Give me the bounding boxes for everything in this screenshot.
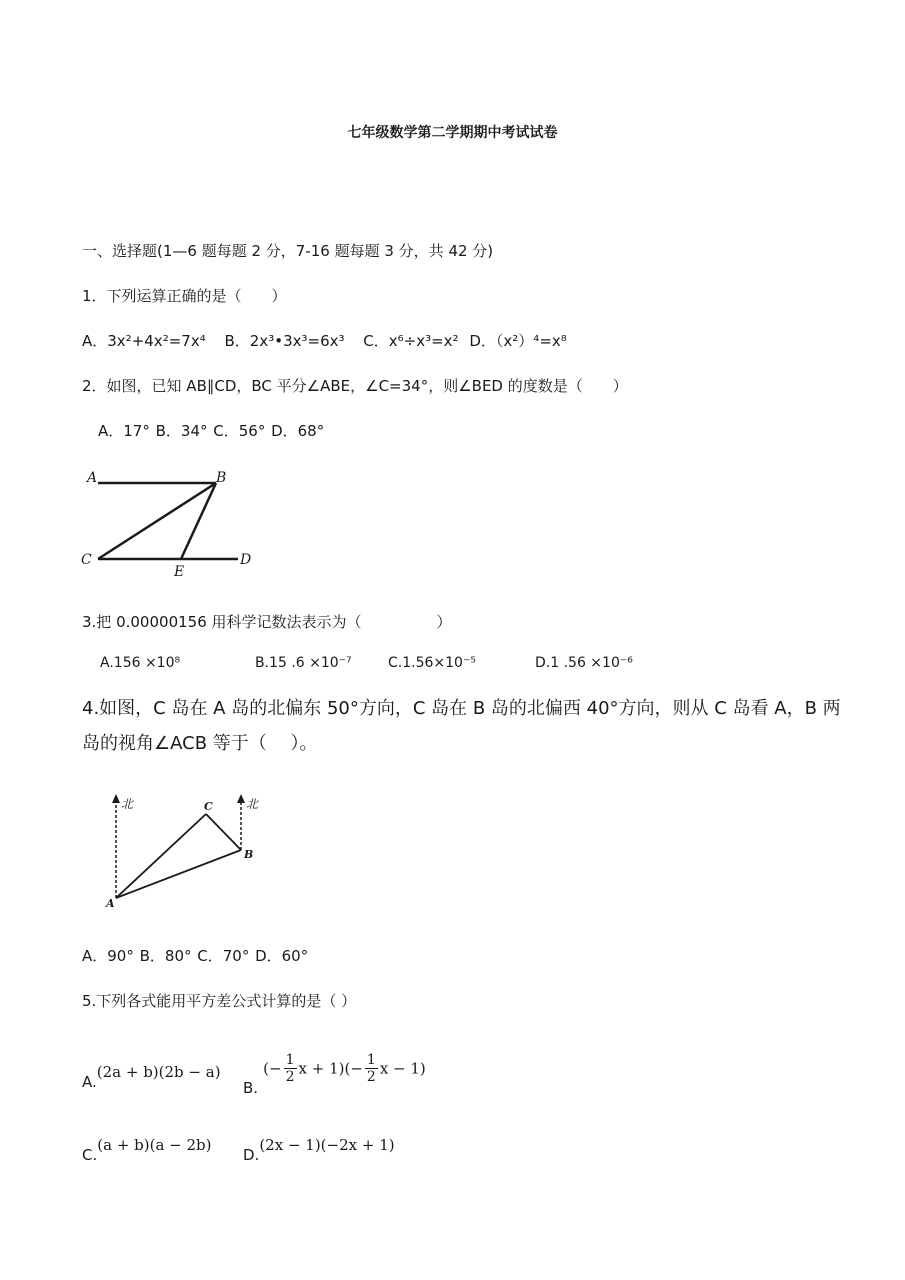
label-a: A xyxy=(87,470,98,486)
frac1-num: 1 xyxy=(285,1052,295,1068)
q2-stem: 2．如图，已知 AB∥CD，BC 平分∠ABE，∠C=34°，则∠BED 的度数是（ ） xyxy=(82,377,628,395)
q3-option-b: B.15 .6 ×10⁻⁷ xyxy=(255,655,352,671)
q1-a-label: A． xyxy=(82,332,108,350)
q5-option-d xyxy=(243,1135,395,1164)
q3-option-d: D.1 .56 ×10⁻⁶ xyxy=(535,655,633,671)
q5-option-a xyxy=(82,1062,221,1091)
label-e: E xyxy=(174,564,185,580)
line-ab xyxy=(116,850,241,898)
label-b: B xyxy=(216,470,227,486)
q5-option-b xyxy=(243,1052,426,1097)
label-b: B xyxy=(244,848,254,861)
label-c: C xyxy=(81,552,92,568)
q1-b-label: B． xyxy=(224,332,250,350)
section-heading: 一、选择题(1—6 题每题 2 分，7-16 题每题 3 分，共 42 分) xyxy=(82,242,494,260)
label-a: A xyxy=(106,897,115,910)
q1-options xyxy=(82,330,567,351)
q4-stem-line1: 4.如图，C 岛在 A 岛的北偏东 50°方向，C 岛在 B 岛的北偏西 40°方向，则从 C 岛看 A，B 两 xyxy=(82,698,841,719)
q1-a-expr: 3x²+4x²=7x⁴ xyxy=(107,332,206,350)
q5-option-c xyxy=(82,1135,212,1164)
q5-b-part1: (− xyxy=(263,1059,282,1078)
q2-options: A．17° B．34° C．56° D．68° xyxy=(98,422,325,440)
q5-b-frac2 xyxy=(365,1052,378,1085)
q4-options: A．90° B．80° C．70° D．60° xyxy=(82,947,309,965)
line-ac xyxy=(116,814,206,898)
north-label-b: 北 xyxy=(246,797,259,811)
q5-b-part2: x + 1)(− xyxy=(298,1059,363,1078)
q1-c-label: C． xyxy=(363,332,389,350)
q4-figure xyxy=(100,790,270,912)
q5-b-frac1 xyxy=(284,1052,297,1085)
q3-stem: 3.把 0.00000156 用科学记数法表示为（ ） xyxy=(82,613,452,631)
q4-stem-line2: 岛的视角∠ACB 等于（ ）。 xyxy=(82,733,318,754)
q5-c-label: C. xyxy=(82,1146,98,1164)
north-label-a: 北 xyxy=(121,797,134,811)
q5-a-expr: (2a + b)(2b − a) xyxy=(96,1063,221,1081)
q3-option-c: C.1.56×10⁻⁵ xyxy=(388,655,476,671)
north-arrow-b-icon xyxy=(237,794,245,803)
q5-d-label: D. xyxy=(243,1146,260,1164)
q5-b-part3: x − 1) xyxy=(379,1059,426,1078)
q1-d-expr: （x²）⁴=x⁸ xyxy=(495,332,567,350)
q5-a-label: A. xyxy=(82,1073,97,1091)
q3-option-a: A.156 ×10⁸ xyxy=(100,655,181,671)
frac2-den: 2 xyxy=(366,1069,376,1085)
frac2-num: 1 xyxy=(366,1052,376,1068)
q5-d-expr: (2x − 1)(−2x + 1) xyxy=(259,1136,395,1154)
label-d: D xyxy=(240,552,252,568)
q5-c-expr: (a + b)(a − 2b) xyxy=(97,1136,212,1154)
q5-b-label: B. xyxy=(243,1079,259,1097)
q1-d-label: D． xyxy=(469,332,496,350)
label-c: C xyxy=(204,800,213,813)
page-title: 七年级数学第二学期期中考试试卷 xyxy=(347,125,558,141)
q2-figure xyxy=(78,462,260,582)
q1-b-expr: 2x³•3x³=6x³ xyxy=(249,332,345,350)
line-cb xyxy=(206,814,241,850)
q1-stem: 1．下列运算正确的是（ ） xyxy=(82,287,287,305)
frac1-den: 2 xyxy=(285,1069,295,1085)
q1-c-expr: x⁶÷x³=x² xyxy=(388,332,459,350)
q5-stem: 5.下列各式能用平方差公式计算的是（ ） xyxy=(82,992,357,1010)
north-arrow-a-icon xyxy=(112,794,120,803)
